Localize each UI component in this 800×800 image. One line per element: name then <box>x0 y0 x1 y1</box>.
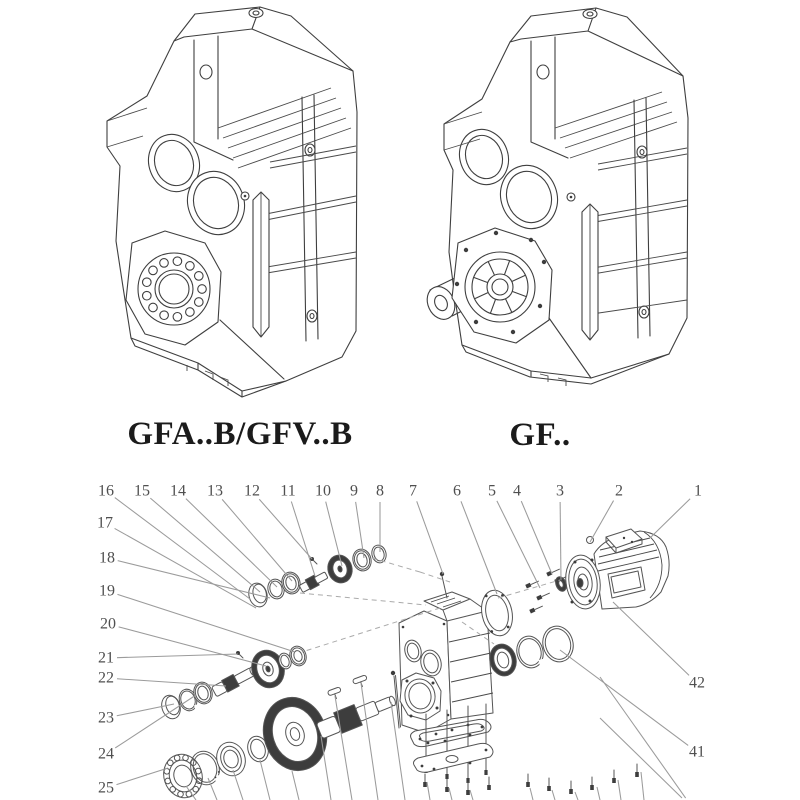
callout-number-8: 8 <box>376 482 384 500</box>
assembly-axis-3 <box>300 593 426 605</box>
leader-line-7 <box>417 501 443 574</box>
leader-line-cutoff-17 <box>597 787 600 800</box>
caption-left-model: GFA..B/GFV..B <box>127 416 353 452</box>
callout-number-22: 22 <box>98 669 114 687</box>
gearbox-right-drawing <box>400 0 730 405</box>
callout-number-5: 5 <box>488 482 496 500</box>
leader-line-cutoff-16 <box>575 792 578 800</box>
callout-number-41: 41 <box>689 743 705 761</box>
leader-line-6 <box>461 501 497 594</box>
leader-line-cutoff-15 <box>552 790 555 800</box>
leader-line-14 <box>186 499 277 587</box>
breather-capsule <box>253 192 269 337</box>
part-key-2 <box>352 675 369 689</box>
callout-number-24: 24 <box>98 745 114 763</box>
callout-number-18: 18 <box>99 549 115 567</box>
leader-line-21 <box>117 654 238 658</box>
assembly-axis-5 <box>498 580 560 598</box>
leader-line-42 <box>613 602 689 675</box>
part-motor <box>554 529 669 611</box>
leader-line-24 <box>115 695 196 748</box>
exploded-parts-diagram <box>0 480 800 800</box>
callout-number-16: 16 <box>98 482 114 500</box>
callout-number-11: 11 <box>280 482 296 500</box>
leader-line-3 <box>560 502 561 580</box>
leader-line-cutoff-19 <box>641 772 644 800</box>
leader-line-cutoff-12 <box>449 788 452 800</box>
vent-plug <box>249 9 263 18</box>
gearbox-left-drawing <box>55 0 395 405</box>
leader-line-41 <box>560 650 688 745</box>
callout-number-6: 6 <box>453 482 461 500</box>
gearbox-left-body <box>107 7 357 397</box>
leader-line-22 <box>117 679 226 686</box>
leader-line-17 <box>115 528 256 608</box>
part-washer-small <box>370 543 388 564</box>
part-bolt-7 <box>440 572 447 598</box>
callout-number-15: 15 <box>134 482 150 500</box>
leader-line-25 <box>116 768 168 785</box>
leader-line-16 <box>115 498 250 599</box>
gearbox-right-body <box>422 8 688 386</box>
callout-number-23: 23 <box>98 709 114 727</box>
leader-line-15 <box>150 498 260 592</box>
part-output-shaft <box>315 690 399 741</box>
leader-line-19 <box>117 594 295 652</box>
callout-number-7: 7 <box>409 482 417 500</box>
callout-number-14: 14 <box>170 482 186 500</box>
assembly-axis-2 <box>420 572 450 582</box>
callout-number-19: 19 <box>99 582 115 600</box>
breather-capsule <box>582 204 598 340</box>
caption-right-model: GF.. <box>509 417 571 453</box>
part-snap-ring-right <box>513 633 547 672</box>
leader-line-5 <box>497 501 540 588</box>
leader-line-cutoff-13 <box>470 790 473 800</box>
leader-line-12 <box>259 499 312 559</box>
callout-number-1: 1 <box>694 482 702 500</box>
part-pinion-shaft-mid <box>211 664 258 697</box>
lifting-hole <box>200 65 212 79</box>
part-roller-bearing <box>158 749 208 800</box>
callout-number-9: 9 <box>350 482 358 500</box>
leader-line-1 <box>650 499 690 538</box>
callout-number-42: 42 <box>689 674 705 692</box>
leader-line-cutoff-5 <box>292 771 299 800</box>
leader-line-cutoff-4 <box>260 760 270 800</box>
callout-number-2: 2 <box>615 482 623 500</box>
leader-line-20 <box>119 627 266 666</box>
part-pinion-shaft-small <box>298 570 329 593</box>
callout-number-20: 20 <box>100 615 116 633</box>
leader-line-cutoff-8 <box>361 683 378 800</box>
part-bearing-small-2 <box>350 547 373 573</box>
leader-line-cutoff-18 <box>618 780 621 800</box>
vent-plug <box>583 10 597 19</box>
part-oil-seal <box>212 739 249 780</box>
callout-number-12: 12 <box>244 482 260 500</box>
callout-number-3: 3 <box>556 482 564 500</box>
leader-line-cutoff-10 <box>600 718 682 798</box>
callout-number-25: 25 <box>98 779 114 797</box>
leader-line-cutoff-14 <box>530 788 533 800</box>
leader-line-18 <box>118 561 270 598</box>
callout-number-21: 21 <box>98 649 114 667</box>
exploded-parts <box>158 529 669 800</box>
leader-line-4 <box>521 501 552 574</box>
part-housing <box>399 592 493 733</box>
leader-line-11 <box>291 501 315 576</box>
lifting-hole <box>537 65 549 79</box>
callout-number-17: 17 <box>97 514 113 532</box>
callout-number-10: 10 <box>315 482 331 500</box>
callout-number-4: 4 <box>513 482 521 500</box>
part-bottom-cover <box>414 743 494 772</box>
callout-number-13: 13 <box>207 482 223 500</box>
leader-line-cutoff-11 <box>427 782 430 800</box>
